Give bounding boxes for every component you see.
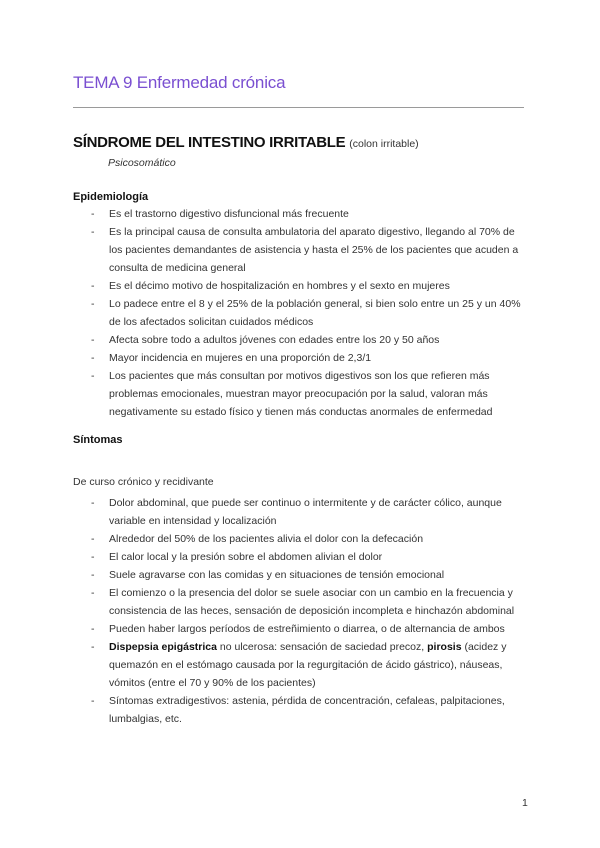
- epidemiologia-list: [73, 205, 528, 421]
- list-item-dispepsia: [73, 638, 528, 692]
- list-item: - Es la principal causa de consulta ambulatoria del aparato digestivo, llegando al 70% de los pacientes demandantes de asistencia y hasta el 25% de los pacientes que acuden a consulta de medicina general: [73, 223, 528, 277]
- sintomas-lead: De curso crónico y recidivante: [73, 476, 214, 488]
- section-heading: [73, 134, 419, 151]
- list-item: - Mayor incidencia en mujeres en una proporción de 2,3/1: [73, 349, 528, 367]
- list-item: - Síntomas extradigestivos: astenia, pérdida de concentración, cefaleas, palpitaciones, lumbalgias, etc.: [73, 692, 528, 728]
- list-item: - El calor local y la presión sobre el abdomen alivian el dolor: [73, 548, 528, 566]
- list-item: - Afecta sobre todo a adultos jóvenes con edades entre los 20 y 50 años: [73, 331, 528, 349]
- epidemiologia-heading: Epidemiología: [73, 191, 149, 203]
- list-item: - Los pacientes que más consultan por motivos digestivos son los que refieren más problemas emocionales, muestran mayor preocupación por la salud, valoran más negativamente su estado físico y tienen más conductas anormales de enfermedad: [73, 367, 528, 421]
- section-heading-text: SÍNDROME DEL INTESTINO IRRITABLE: [73, 134, 346, 151]
- list-item: - Es el décimo motivo de hospitalización en hombres y el sexto en mujeres: [73, 277, 528, 295]
- dispepsia-text-1: no ulcerosa: sensación de saciedad precoz,: [216, 641, 428, 653]
- page-number: 1: [522, 797, 528, 809]
- section-heading-note: (colon irritable): [349, 138, 419, 150]
- title-divider: [73, 107, 524, 108]
- list-item: - Pueden haber largos períodos de estreñimiento o diarrea, o de alternancia de ambos: [73, 620, 528, 638]
- section-subnote: Psicosomático: [108, 157, 176, 169]
- sintomas-heading: Síntomas: [73, 434, 123, 446]
- list-item: - Alrededor del 50% de los pacientes alivia el dolor con la defecación: [73, 530, 528, 548]
- dispepsia-text-2: (acidez y quemazón en el estómago causada por la regurgitación de ácido gástrico), náuseas, vómitos (entre el 70 y 90% de los pacientes): [109, 641, 507, 689]
- list-item: - Es el trastorno digestivo disfuncional más frecuente: [73, 205, 528, 223]
- dispepsia-term: Dispepsia epigástrica: [109, 641, 217, 653]
- document-title: TEMA 9 Enfermedad crónica: [73, 73, 286, 92]
- list-item: - Lo padece entre el 8 y el 25% de la población general, si bien solo entre un 25 y un 40% de los afectados solicitan cuidados médicos: [73, 295, 528, 331]
- list-item: - Dolor abdominal, que puede ser continuo o intermitente y de carácter cólico, aunque variable en intensidad y localización: [73, 494, 528, 530]
- pirosis-term: pirosis: [427, 641, 462, 653]
- list-item: - Suele agravarse con las comidas y en situaciones de tensión emocional: [73, 566, 528, 584]
- list-item: - El comienzo o la presencia del dolor se suele asociar con un cambio en la frecuencia y consistencia de las heces, sensación de deposición incompleta e hinchazón abdominal: [73, 584, 528, 620]
- sintomas-list: [73, 494, 528, 728]
